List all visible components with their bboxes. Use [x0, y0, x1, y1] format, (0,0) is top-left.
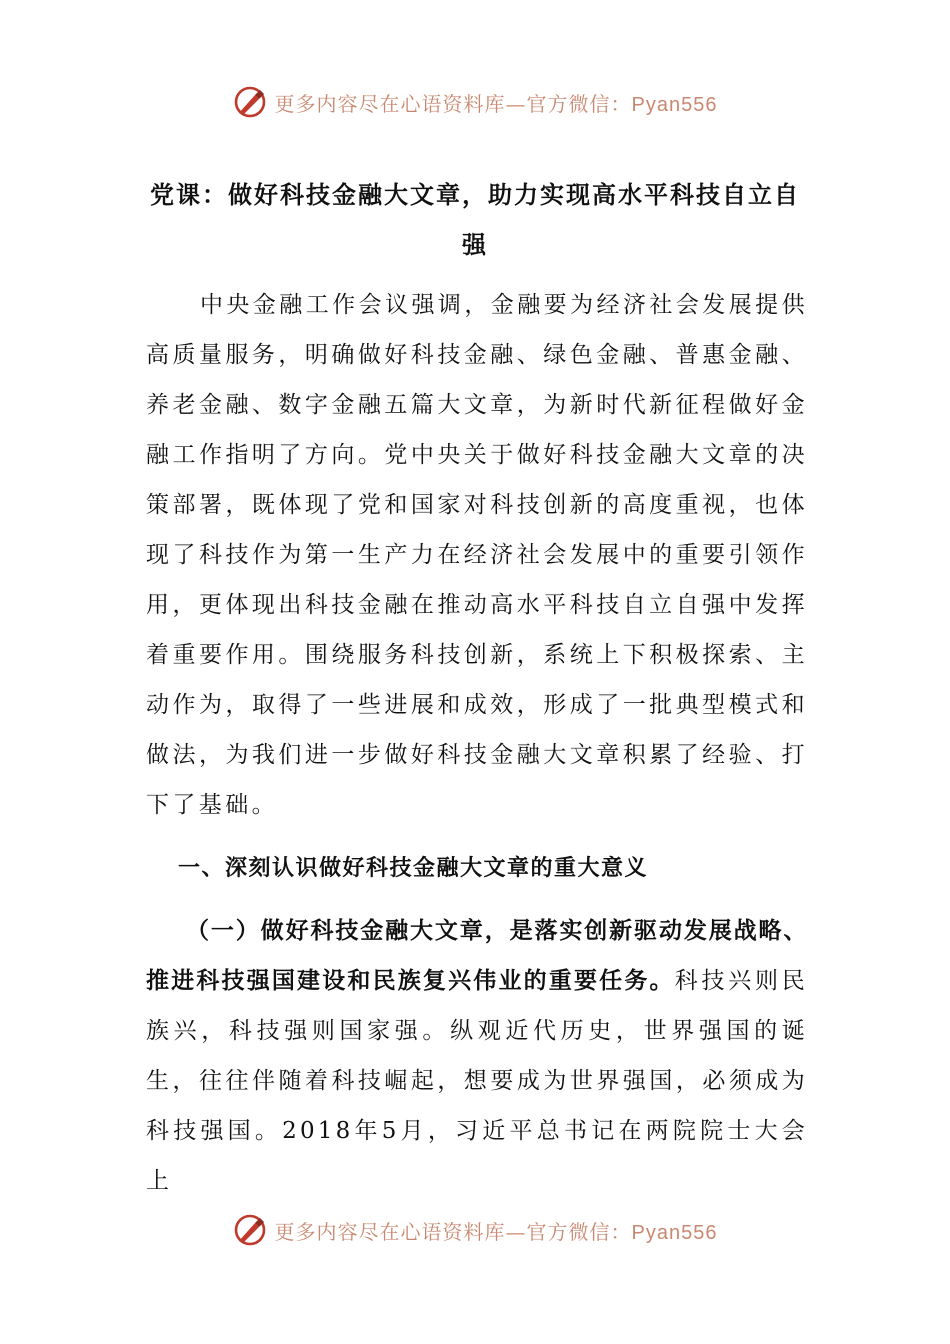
section-heading-1: 一、深刻认识做好科技金融大文章的重大意义 [178, 856, 649, 881]
watermark-banner-top [0, 82, 950, 122]
watermark-account: Pyan556 [631, 93, 718, 116]
watermark-banner-bottom [0, 1210, 950, 1250]
intro-paragraph: 中央金融工作会议强调，金融要为经济社会发展提供高质量服务，明确做好科技金融、绿色金融、普惠金融、养老金融、数字金融五篇大文章，为新时代新征程做好金融工作指明了方向。党中央关于做好科技金融大文章的决策部署，既体现了党和国家对科技创新的高度重视，也体现了科技作为第一生产力在经济社会发展中的重要引领作用，更体现出科技金融在推动高水平科技自立自强中发挥着重要作用。围绕服务科技创新，系统上下积极探索、主动作为，取得了一些进展和成效，形成了一批典型模式和做法，为我们进一步做好科技金融大文章积累了经验、打下了基础。 [146, 292, 808, 818]
subsection-body-1: 科技兴则民族兴，科技强则国家强。纵观近代历史，世界强国的诞生，往往伴随着科技崛起，想要成为世界强国，必须成为科技强国。2018年5月，习近平总书记在两院院士大会上 [146, 968, 809, 1194]
document-body [146, 280, 808, 1206]
subsection-paragraph-1 [146, 906, 808, 1206]
pen-logo-icon [233, 85, 267, 119]
watermark-text: 更多内容尽在心语资料库—官方微信：Pyan556 [274, 1219, 718, 1244]
pen-logo-icon [233, 1213, 267, 1247]
watermark-text: 更多内容尽在心语资料库—官方微信：Pyan556 [274, 91, 718, 116]
document-title: 党课：做好科技金融大文章，助力实现高水平科技自立自强 [150, 181, 800, 259]
subsection-lead-1: （一）做好科技金融大文章，是落实创新驱动发展战略、推进科技强国建设和民族复兴伟业的重要任务。 [146, 918, 808, 994]
watermark-account: Pyan556 [631, 1221, 718, 1244]
